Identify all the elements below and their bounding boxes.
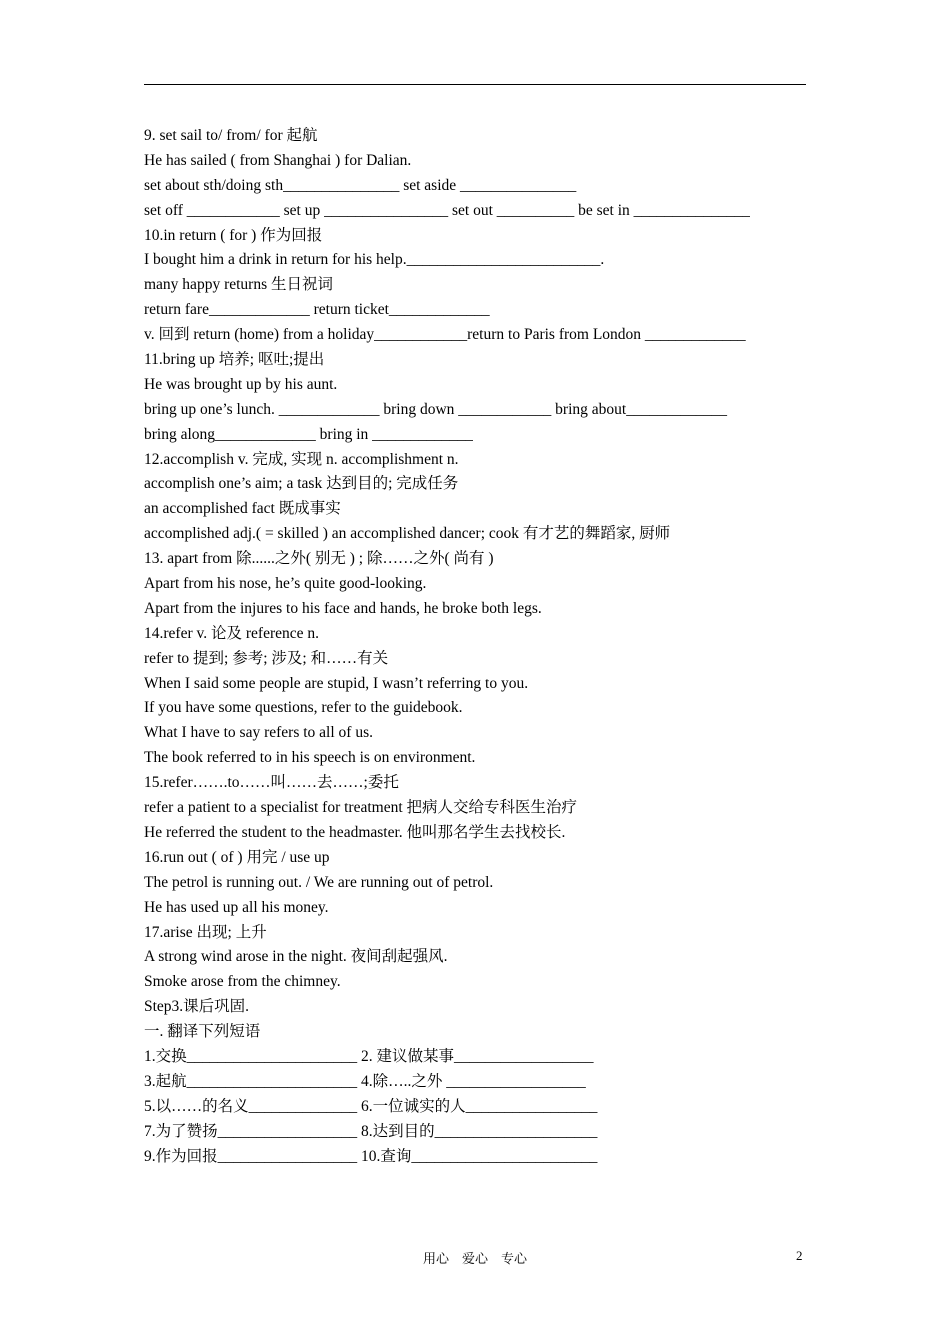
text-line: 10.in return ( for ) 作为回报: [144, 226, 323, 244]
page-number: 2: [796, 1248, 803, 1263]
text-line: 15.refer…….to……叫……去……;委托: [144, 774, 399, 792]
text-line: He referred the student to the headmaster. 他叫那名学生去找校长.: [144, 823, 566, 841]
text-line: 9.作为回报__________________ 10.查询________________________: [144, 1147, 598, 1165]
text-line: The book referred to in his speech is on environment.: [144, 749, 476, 767]
text-line: accomplished adj.( = skilled ) an accomplished dancer; cook 有才艺的舞蹈家, 厨师: [144, 525, 671, 543]
text-line: accomplish one’s aim; a task 达到目的; 完成任务: [144, 475, 459, 493]
text-line: 一. 翻译下列短语: [144, 1023, 261, 1041]
text-line: A strong wind arose in the night. 夜间刮起强风.: [144, 948, 448, 966]
text-line: 17.arise 出现; 上升: [144, 923, 267, 941]
text-line: The petrol is running out. / We are running out of petrol.: [144, 873, 494, 891]
text-line: 3.起航______________________ 4.除…..之外 __________________: [144, 1072, 586, 1090]
text-line: Apart from his nose, he’s quite good-looking.: [144, 575, 427, 593]
text-line: What I have to say refers to all of us.: [144, 724, 373, 742]
text-line: He has sailed ( from Shanghai ) for Dalian.: [144, 151, 412, 169]
text-line: many happy returns 生日祝词: [144, 276, 333, 294]
text-line: 9. set sail to/ from/ for 起航: [144, 127, 318, 144]
text-line: set about sth/doing sth_______________ set aside _______________: [144, 176, 577, 194]
text-line: an accomplished fact 既成事实: [144, 500, 341, 518]
text-line: 11.bring up 培养; 呕吐;提出: [144, 351, 325, 369]
text-line: set off ____________ set up ________________ set out __________ be set in _______________: [144, 201, 750, 219]
text-line: Smoke arose from the chimney.: [144, 973, 341, 991]
text-line: He has used up all his money.: [144, 898, 329, 916]
text-line: He was brought up by his aunt.: [144, 375, 338, 393]
text-line: Step3.课后巩固.: [144, 998, 250, 1016]
document-body: [144, 124, 824, 1169]
text-line: When I said some people are stupid, I wasn’t referring to you.: [144, 674, 529, 692]
text-line: 5.以……的名义______________ 6.一位诚实的人_________________: [144, 1097, 598, 1115]
text-line: 7.为了赞扬__________________ 8.达到目的_____________________: [144, 1122, 598, 1140]
text-line: v. 回到 return (home) from a holiday____________return to Paris from London _____________: [144, 326, 746, 344]
text-line: 14.refer v. 论及 reference n.: [144, 624, 319, 642]
text-line: Apart from the injures to his face and hands, he broke both legs.: [144, 599, 542, 617]
text-line: return fare_____________ return ticket_____________: [144, 301, 490, 319]
text-line: I bought him a drink in return for his help._________________________.: [144, 251, 605, 269]
text-line: refer to 提到; 参考; 涉及; 和……有关: [144, 649, 389, 667]
text-line: 13. apart from 除......之外( 别无 ) ; 除……之外( 尚有 ): [144, 550, 494, 568]
header-rule: [144, 84, 806, 85]
text-line: If you have some questions, refer to the guidebook.: [144, 699, 463, 717]
text-line: bring up one’s lunch. _____________ bring down ____________ bring about_____________: [144, 400, 727, 418]
text-line: 16.run out ( of ) 用完 / use up: [144, 848, 330, 866]
text-line: refer a patient to a specialist for treatment 把病人交给专科医生治疗: [144, 799, 578, 817]
footer-motto: 用心 爱心 专心: [422, 1251, 527, 1266]
text-line: 12.accomplish v. 完成, 实现 n. accomplishment n.: [144, 450, 459, 468]
text-line: bring along_____________ bring in _____________: [144, 425, 473, 443]
text-line: 1.交换______________________ 2. 建议做某事__________________: [144, 1047, 594, 1065]
